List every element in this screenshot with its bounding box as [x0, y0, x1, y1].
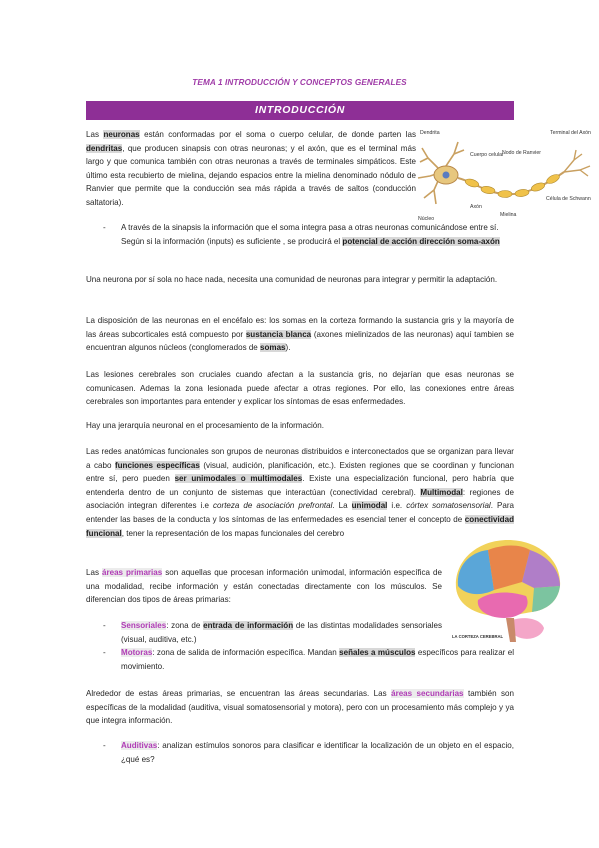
- term-senales-musculos: señales a músculos: [339, 648, 416, 657]
- label-nodo-ranvier: Nodo de Ranvier: [502, 150, 541, 156]
- bullet-auditivas: Auditivas: analizan estímulos sonoros para clasificar e identificar la localización de un objeto en el espacio, ¿qué es?: [121, 741, 514, 764]
- bullet-dash: -: [103, 648, 106, 657]
- term-entrada-informacion: entrada de información: [203, 621, 294, 630]
- doc-title: TEMA 1 INTRODUCCIÓN Y CONCEPTOS GENERALES: [192, 78, 407, 87]
- term-unimodales-multimodales: ser unimodales o multimodales: [174, 474, 303, 484]
- term-neuronas: neuronas: [103, 130, 140, 139]
- term-unimodal: unimodal: [351, 501, 388, 511]
- paragraph-areas-primarias: Las áreas primarias son aquellas que procesan información unimodal, información específica de una modalidad, recibe información y están conectadas directamente con los músculos. Se diferencian dos tipos de áreas primarias:: [86, 568, 442, 605]
- bullet-sensoriales: Sensoriales: zona de entrada de información de las distintas modalidades sensoriales (visual, auditiva, etc.): [121, 621, 442, 644]
- paragraph-lesiones: Las lesiones cerebrales son cruciales cuando afectan a la sustancia gris, no dejarían que esas neuronas se comunicasen. Ademas la zona lesionada puede afectar a otras regiones. Por ello, las conexiones entre áreas cerebrales son importantes para entender y explicar los síntomas de esas enfermedades.: [86, 370, 514, 407]
- bullet-dash: -: [103, 741, 106, 750]
- label-axon: Axón: [470, 204, 482, 210]
- paragraph-neuronas: Las neuronas están conformadas por el soma o cuerpo celular, de donde parten las dendritas, que producen sinapsis con otras neuronas; y el axón, que es el terminal más largo y que comunica también con otras neuronas a través de terminales simpáticos. Este último esta recubierto de mielina, dejando espacios entre la mielina denominado nódulo de Ranvier que permite que la conducción sea más rápida a través de saltos (conducción saltatoria).: [86, 130, 416, 207]
- term-conectividad-funcional: conectividad funcional: [86, 514, 514, 538]
- term-dendritas: dendritas: [86, 143, 123, 153]
- term-auditivas: Auditivas: [121, 741, 158, 750]
- term-potencial-accion: potencial de acción dirección soma-axón: [342, 236, 500, 246]
- term-multimodal: Multimodal: [420, 487, 463, 497]
- brain-caption: [452, 634, 504, 639]
- label-mielina: Mielina: [500, 212, 517, 218]
- term-motoras: Motoras: [121, 648, 153, 657]
- neuron-nucleus: [443, 172, 450, 179]
- paragraph-comunidad: Una neurona por sí sola no hace nada, necesita una comunidad de neuronas para integrar y permitir la adaptación.: [86, 275, 498, 284]
- neuron-diagram: [414, 120, 599, 228]
- paragraph-areas-secundarias: Alrededor de estas áreas primarias, se encuentran las áreas secundarias. Las áreas secundarias también son específicas de la modalidad (auditiva, visual somatosensorial y motora), pero con un procesamiento más complejo y ya que integra información.: [86, 689, 515, 726]
- paragraph-jerarquia: Hay una jerarquía neuronal en el procesamiento de la información.: [86, 421, 324, 430]
- brain-diagram: [448, 530, 568, 650]
- svg-text:LA CORTEZA CEREBRAL: LA CORTEZA CEREBRAL: [452, 634, 504, 639]
- term-sensoriales: Sensoriales: [121, 621, 167, 630]
- bullet-sinapsis: A través de la sinapsis la información que el soma integra pasa a otras neuronas comunicándose entre sí. Según si la información (inputs) es suficiente , se producirá el potencial de acción dirección soma-axón: [121, 223, 500, 246]
- paragraph-disposicion: La disposición de las neuronas en el encéfalo es: los somas en la corteza formando la sustancia gris y la mayoría de las áreas subcorticales está compuesto por sustancia blanca (axones mielinizados de las neuronas) aquí tambien se encuentran algunos núcleos (conglomerados de somas).: [86, 316, 514, 353]
- label-nucleo: Núcleo: [418, 216, 435, 222]
- bullet-motoras: Motoras: zona de salida de información específica. Mandan señales a músculos específicos para realizar el movimiento.: [121, 648, 515, 671]
- section-banner: INTRODUCCIÓN: [86, 101, 514, 120]
- label-terminal-axon: Terminal del Axón: [550, 130, 591, 136]
- term-funciones-especificas: funciones específicas: [114, 460, 200, 470]
- paragraph-redes: Las redes anatómicas funcionales son grupos de neuronas distribuidos e interconectados que se organizan para llevar a cabo funciones específicas (visual, audición, planificación, etc.). Existen regiones que se coordinan y funcionan entre sí, pero pueden ser unimodales o multimodales. Existe una especialización funcional, pero habría que entenderla dentro de un conjunto de sistemas que interactúan (conectividad cerebral). Multimodal: regiones de asociación integran diferentes i.e corteza de asociación prefrontal. La unimodal i.e. córtex somatosensorial. Para entender las bases de la conducta y los síntomas de las enfermedades es esencial tener el concepto de conectividad funcional, tener la representación de los mapas funcionales del cerebro: [86, 447, 514, 538]
- term-areas-secundarias: áreas secundarias: [391, 689, 464, 698]
- bullet-dash: -: [103, 223, 106, 232]
- axon-terminal: [564, 150, 590, 176]
- label-dendrita: Dendrita: [420, 130, 440, 136]
- label-cuerpo-celular: Cuerpo celular: [470, 152, 504, 158]
- bullet-dash: -: [103, 621, 106, 630]
- brain-frontal-lobe: [458, 550, 494, 594]
- term-sustancia-blanca: sustancia blanca: [245, 329, 312, 339]
- label-celula-schwann: Célula de Schwann: [546, 196, 591, 202]
- brain-occipital-lobe: [532, 586, 560, 612]
- term-somas: somas: [260, 343, 286, 353]
- term-areas-primarias: áreas primarias: [101, 568, 163, 577]
